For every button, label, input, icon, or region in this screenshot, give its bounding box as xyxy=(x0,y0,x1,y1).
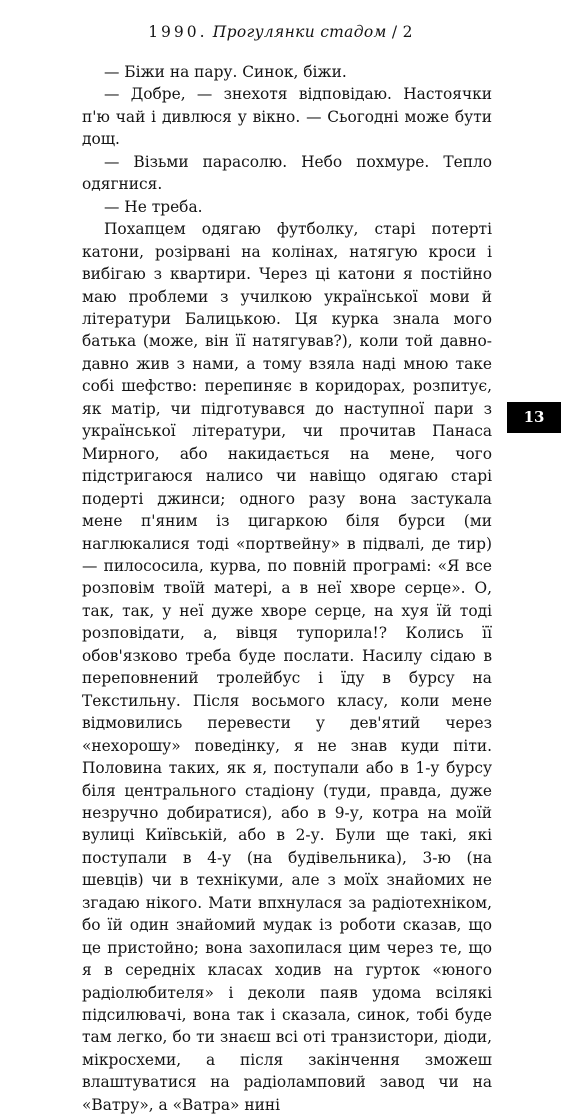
header-year: 1990. xyxy=(148,23,208,41)
dialogue-paragraph: — Візьми парасолю. Небо похмуре. Тепло одягнися. xyxy=(82,152,492,194)
header-title: Прогулянки стадом xyxy=(212,23,387,41)
header-part: / 2 xyxy=(391,23,413,41)
page-number-tab xyxy=(507,402,561,433)
narrative-paragraph: Похапцем одягаю футболку, старі потерті катони, розірвані на колінах, натягую кроси і вибігаю з квартири. Через ці катони я постійно маю проблеми з училкою української мови й літератури Балицькою. Ця курка знала мого батька (може, він її натягував?), коли той давно-давно жив з нами, а тому взяла наді мною таке собі шефство: перепиняє в коридорах, розпитує, як матір, чи підготувався до наступної пари з української літератури, чи прочитав Панаса Мирного, або накидається на мене, чого підстригаюся налисо чи навіщо одягаю старі подерті джинси; одного разу вона застукала мене п'яним із цигаркою біля бурси (ми наглюкалися тоді «портвейну» в підвалі, де тир) — пилососила, курва, по повній програмі: «Я все розповім твоїй матері, а в неї хворе серце». О, так, так, у неї дуже хворе серце, на хуя їй тоді розповідати, а, вівця тупорила!? Колись її обов'язково треба буде послати. Насилу сідаю в переповнений тролейбус і їду в бурсу на Текстильну. Після восьмого класу, коли мене відмовились перевести у дев'ятий через «нехорошу» поведінку, я не знав куди піти. Половина таких, як я, поступали або в 1-у бурсу біля центрального стадіону (туди, правда, дуже незручно добиратися), або в 9-у, котра на моїй вулиці Київській, або в 2-у. Були ще такі, які поступали в 4-у (на будівельника), 3-ю (на шевців) чи в технікуми, але з моїх знайомих не згадаю нікого. Мати впхнулася за радіотехніком, бо їй один знайомий мудак із роботи сказав, що це пристойно; вона захопилася цим через те, що я в середніх класах ходив на гурток «юного радіолюбителя» і деколи паяв удома всілякі підсилювачі, вона так і сказала, синок, тобі буде там легко, бо ти знаєш всі оті транзистори, діоди, мікросхеми, а після закінчення зможеш влаштуватися на радіоламповий завод чи на «Ватру», а «Ватра» нині xyxy=(82,220,492,1114)
dialogue-paragraph: — Біжи на пару. Синок, біжи. xyxy=(104,63,347,81)
page-body-text xyxy=(82,61,492,1116)
dialogue-paragraph: — Добре, — знехотя відповідаю. Настоячки п'ю чай і дивлюся у вікно. — Сьогодні може бути дощ. xyxy=(82,85,492,149)
dialogue-paragraph: — Не треба. xyxy=(104,197,203,216)
running-header xyxy=(0,22,561,42)
page-number: 13 xyxy=(523,408,545,426)
